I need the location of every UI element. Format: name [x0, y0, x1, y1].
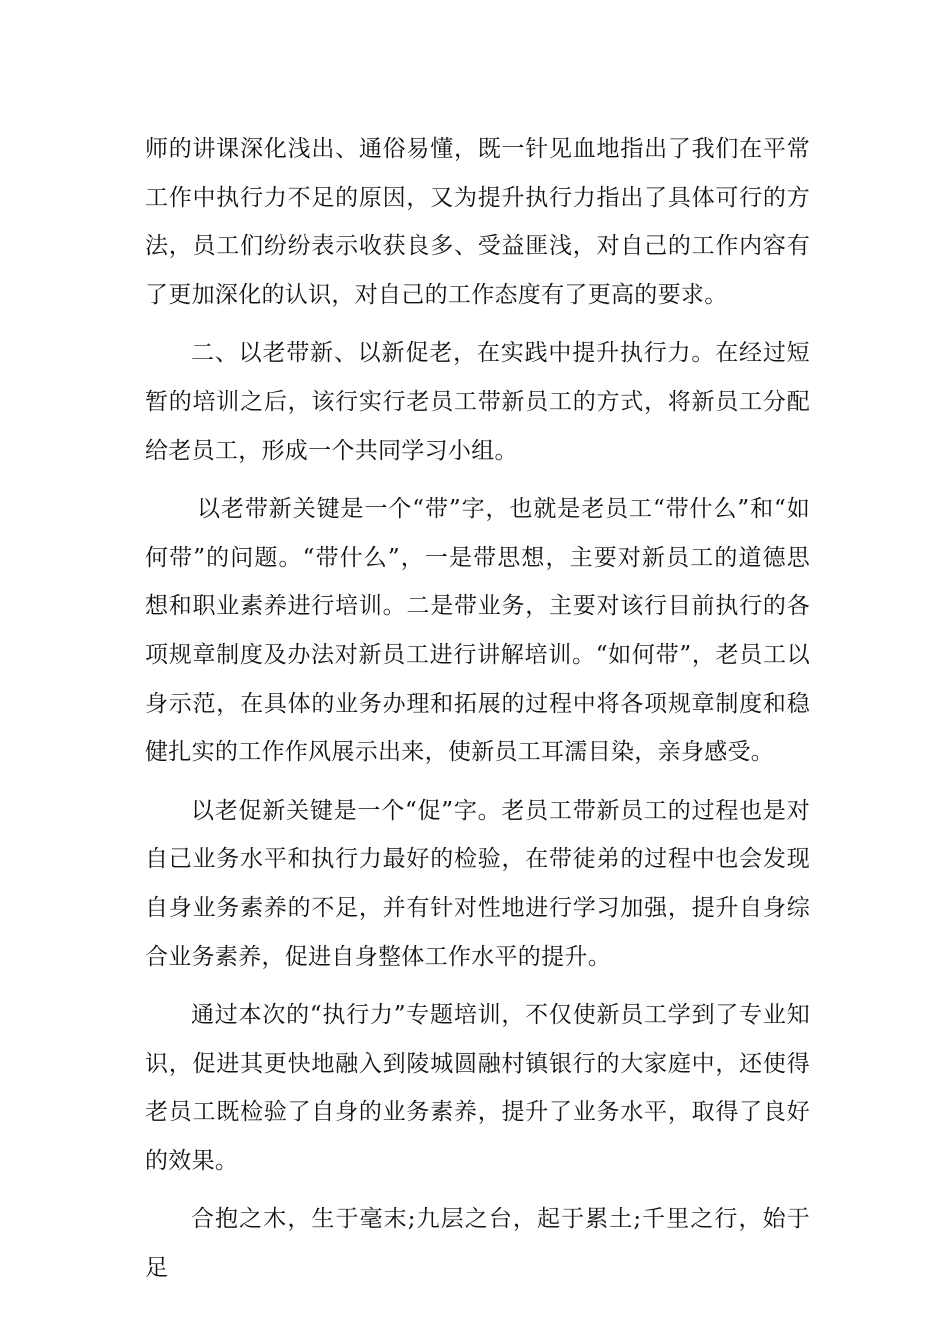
- paragraph-old-promotes-new: 以老促新关键是一个“促”字。老员工带新员工的过程也是对自己业务水平和执行力最好的检验，在带徒弟的过程中也会发现自身业务素养的不足，并有针对性地进行学习加强，提升自身综合业务素养，促进自身整体工作水平的提升。: [145, 797, 810, 970]
- paragraph-closing-proverb: 合抱之木，生于毫末;九层之台，起于累土;千里之行，始于足: [145, 1206, 810, 1282]
- paragraph-old-leads-new: 以老带新关键是一个“带”字，也就是老员工“带什么”和“如何带”的问题。“带什么”，一是带思想，主要对新员工的道德思想和职业素养进行培训。二是带业务，主要对该行目前执行的各项规章制度及办法对新员工进行讲解培训。“如何带”，老员工以身示范，在具体的业务办理和拓展的过程中将各项规章制度和稳健扎实的工作作风展示出来，使新员工耳濡目染，亲身感受。: [145, 496, 810, 766]
- paragraph-continuation: 师的讲课深化浅出、通俗易懂，既一针见血地指出了我们在平常工作中执行力不足的原因，又为提升执行力指出了具体可行的方法，员工们纷纷表示收获良多、受益匪浅，对自己的工作内容有了更加深化的认识，对自己的工作态度有了更高的要求。: [145, 136, 810, 308]
- document-body: [145, 125, 810, 1303]
- paragraph-training-summary: 通过本次的“执行力”专题培训，不仅使新员工学到了专业知识，促进其更快地融入到陵城圆融村镇银行的大家庭中，还使得老员工既检验了自身的业务素养，提升了业务水平，取得了良好的效果。: [145, 1002, 810, 1174]
- paragraph-section-two: 二、以老带新、以新促老，在实践中提升执行力。在经过短暂的培训之后，该行实行老员工带新员工的方式，将新员工分配给老员工，形成一个共同学习小组。: [145, 340, 810, 464]
